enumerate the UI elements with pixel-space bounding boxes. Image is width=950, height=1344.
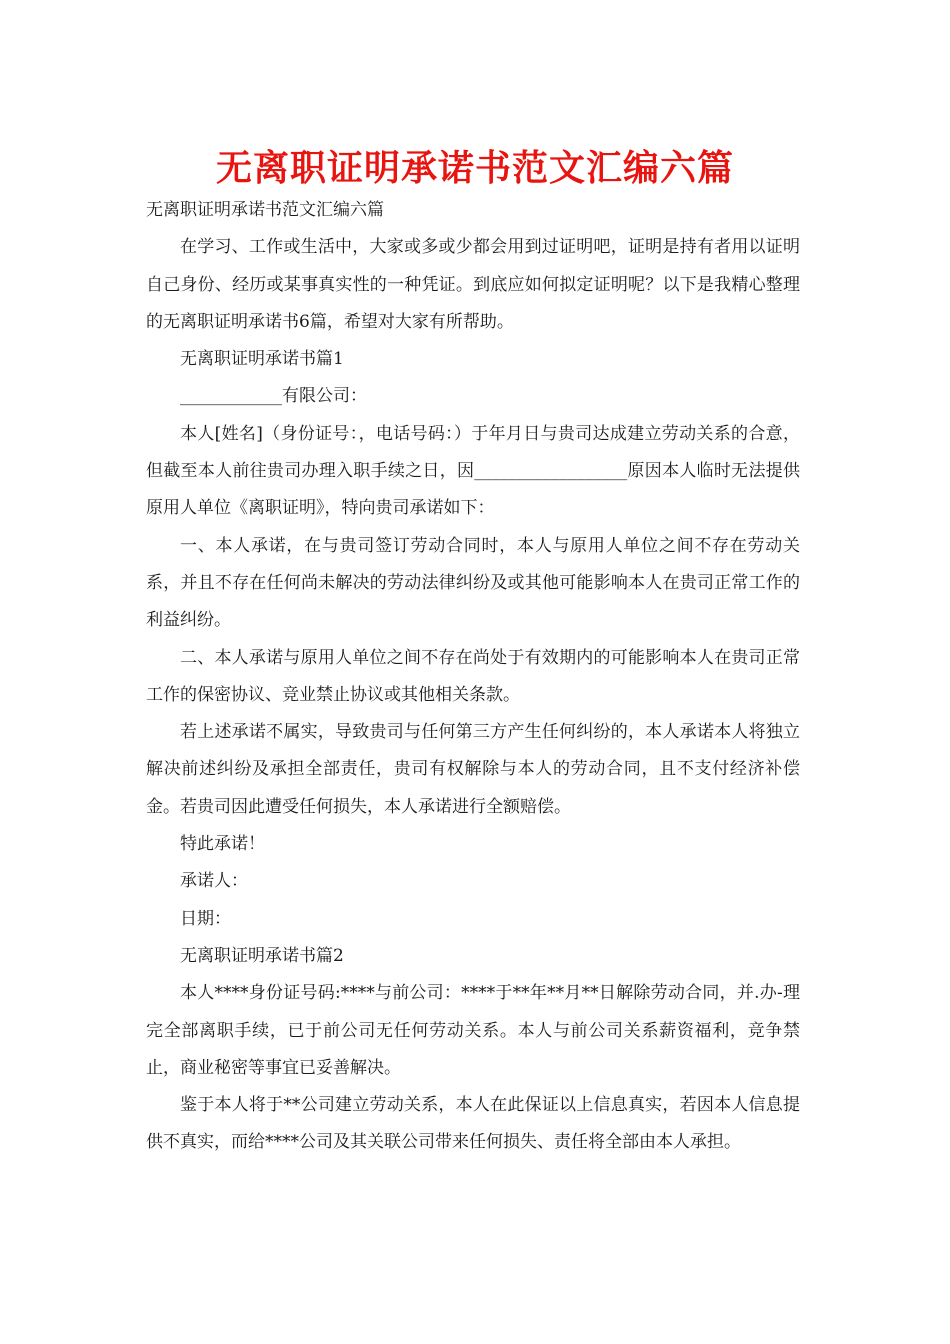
- paragraph-promise-2: 二、本人承诺与原用人单位之间不存在尚处于有效期内的可能影响本人在贵司正常工作的保密协议、竞业禁止协议或其他相关条款。: [146, 647, 800, 705]
- paragraph-statement: 本人[姓名]（身份证号：，电话号码：）于年月日与贵司达成建立劳动关系的合意，但截至本人前往贵司办理入职手续之日，因__________________原因本人临时无法提供原用人单位《离职证明》，特向贵司承诺如下：: [146, 423, 800, 519]
- paragraph-addressee: ____________有限公司：: [180, 386, 367, 407]
- document-title: 无离职证明承诺书范文汇编六篇: [215, 148, 734, 189]
- section-heading-2: 无离职证明承诺书篇2: [180, 945, 344, 966]
- paragraph-intro: 在学习、工作或生活中，大家或多或少都会用到过证明吧，证明是持有者用以证明自己身份、经历或某事真实性的一种凭证。到底应如何拟定证明呢？以下是我精心整理的无离职证明承诺书6篇，希望对大家有所帮助。: [146, 237, 800, 332]
- date-line: 日期：: [180, 908, 231, 929]
- paragraph-subtitle: 无离职证明承诺书范文汇编六篇: [146, 200, 384, 220]
- paragraph-guarantee: 鉴于本人将于**公司建立劳动关系，本人在此保证以上信息真实，若因本人信息提供不真实，而给****公司及其关联公司带来任何损失、责任将全部由本人承担。: [146, 1095, 800, 1153]
- document-body: [146, 192, 800, 1162]
- paragraph-liability: 若上述承诺不属实，导致贵司与任何第三方产生任何纠纷的，本人承诺本人将独立解决前述纠纷及承担全部责任，贵司有权解除与本人的劳动合同，且不支付经济补偿金。若贵司因此遭受任何损失，本人承诺进行全额赔偿。: [146, 722, 800, 817]
- paragraph-closing: 特此承诺！: [180, 834, 265, 855]
- signature-line: 承诺人：: [180, 871, 248, 892]
- paragraph-promise-1: 一、本人承诺，在与贵司签订劳动合同时，本人与原用人单位之间不存在劳动关系，并且不存在任何尚未解决的劳动法律纠纷及或其他可能影响本人在贵司正常工作的利益纠纷。: [146, 535, 800, 631]
- paragraph-declaration: 本人****身份证号码:****与前公司：****于**年**月**日解除劳动合同，并.办-理完全部离职手续，已于前公司无任何劳动关系。本人与前公司关系薪资福利，竞争禁止，商业秘密等事宜已妥善解决。: [146, 983, 800, 1078]
- section-heading-1: 无离职证明承诺书篇1: [180, 349, 344, 370]
